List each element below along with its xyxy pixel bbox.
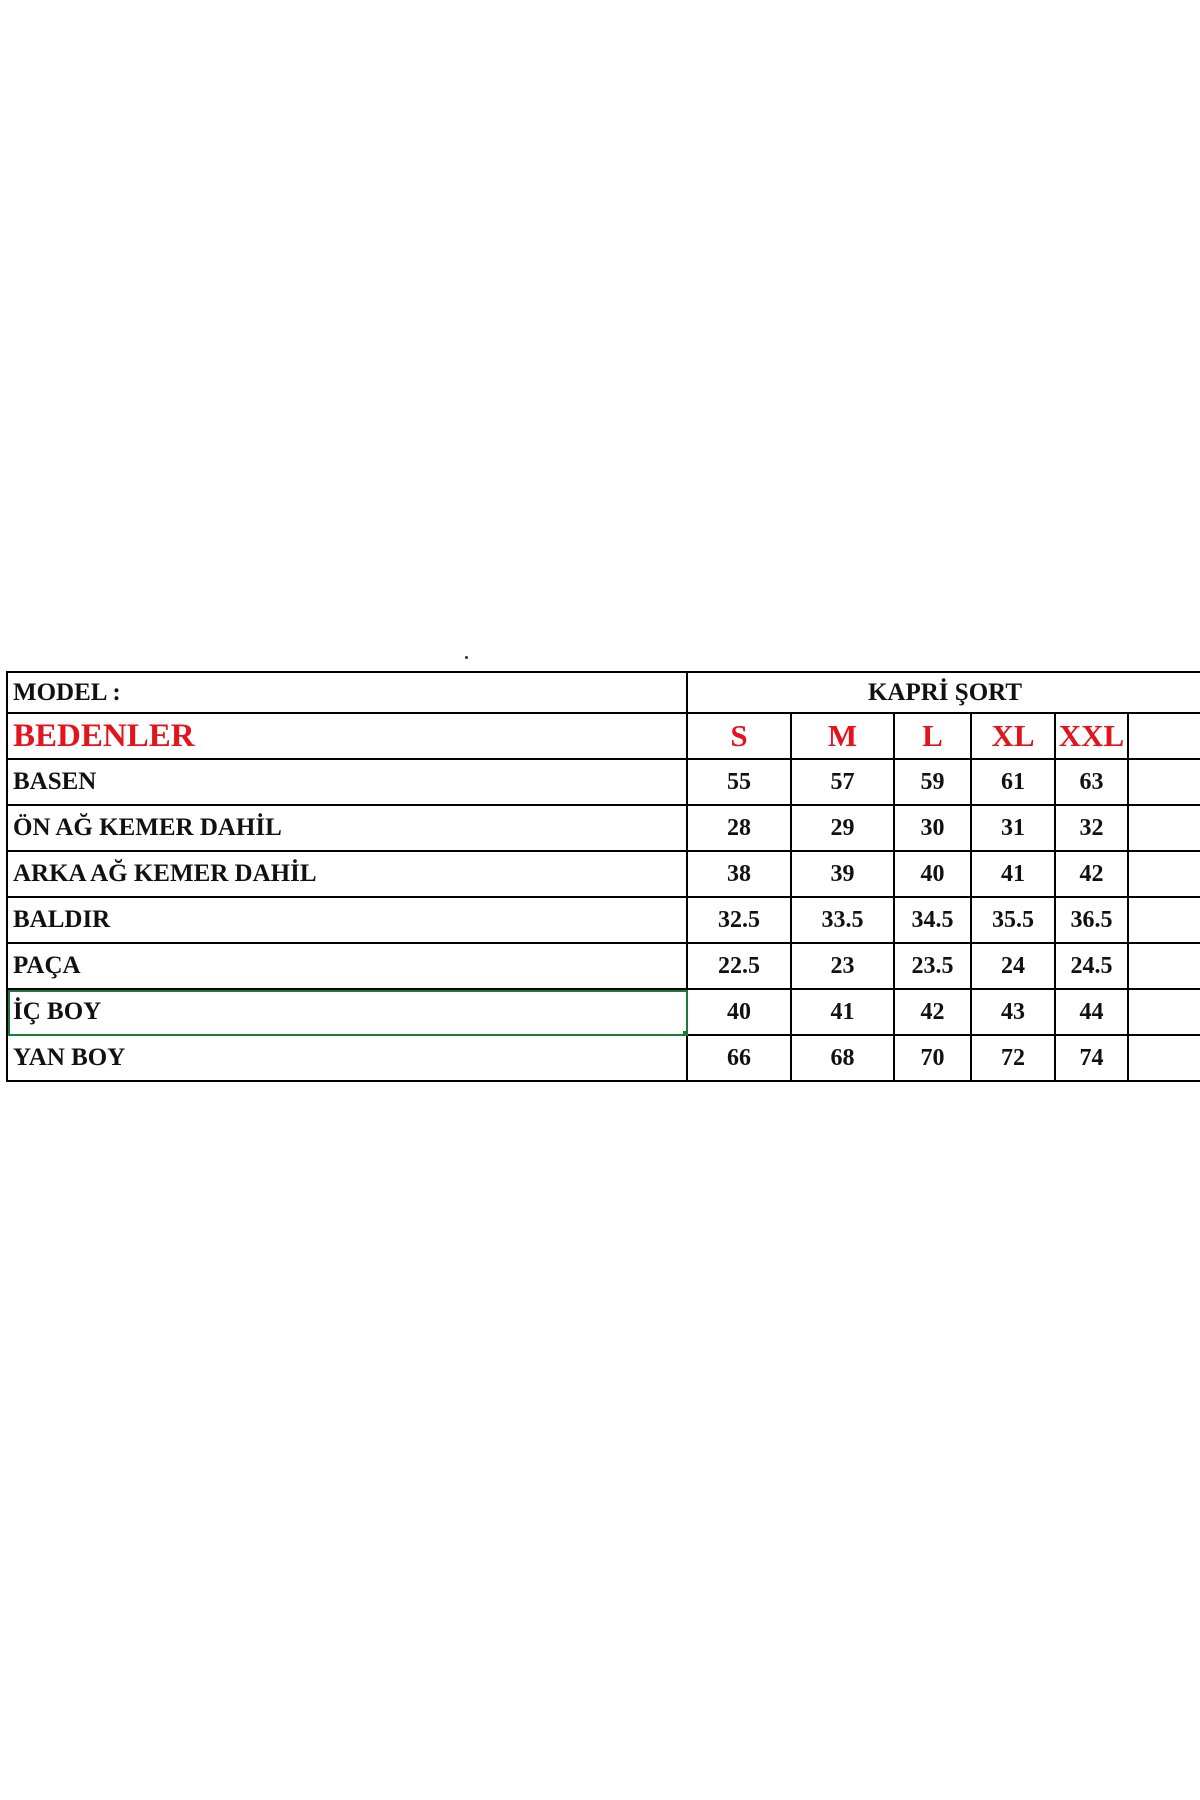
value-cell[interactable] [1056,760,1129,806]
value-cell[interactable] [688,852,792,898]
value-cell[interactable] [1056,852,1129,898]
value: 36.5 [1070,906,1113,933]
row-label: ARKA AĞ KEMER DAHİL [13,860,317,887]
value-cell[interactable] [895,898,972,944]
row-label: ÖN AĞ KEMER DAHİL [13,814,282,841]
value: 24 [1001,952,1025,979]
selection-fill-handle[interactable] [682,1030,688,1036]
size-header-m[interactable] [792,714,895,760]
value: 35.5 [992,906,1034,933]
value: 66 [727,1044,751,1071]
row-label-yan-boy[interactable] [8,1036,688,1082]
value-cell[interactable] [972,806,1056,852]
size-label: S [730,718,748,753]
value-cell[interactable] [895,760,972,806]
value-cell[interactable] [895,1036,972,1082]
sizes-label-cell[interactable] [8,714,688,760]
size-label: XXL [1058,718,1125,753]
value-cell[interactable] [688,898,792,944]
value-cell[interactable] [972,990,1056,1036]
value: 70 [920,1044,945,1071]
value-cell[interactable] [792,760,895,806]
value: 61 [1001,768,1025,795]
model-value-cell[interactable] [688,673,1200,714]
size-label: L [922,718,943,753]
value: 23 [830,952,855,979]
value: 43 [1001,998,1025,1025]
value: 32.5 [718,906,760,933]
value: 22.5 [718,952,760,979]
stray-dot [465,656,468,659]
size-label: M [827,718,858,753]
sizes-label: BEDENLER [13,717,195,754]
value: 39 [830,860,855,887]
value: 23.5 [911,952,954,979]
value-cell[interactable] [688,944,792,990]
row-label: BASEN [13,768,97,795]
value-cell[interactable] [972,1036,1056,1082]
value: 29 [830,814,855,841]
row-label-paca[interactable] [8,944,688,990]
value-cell[interactable] [792,852,895,898]
value-cell[interactable] [972,760,1056,806]
value-cell[interactable] [1056,806,1129,852]
value-cell[interactable] [688,1036,792,1082]
value-cell[interactable] [792,990,895,1036]
value: 44 [1079,998,1104,1025]
size-header-s[interactable] [688,714,792,760]
size-header-xl[interactable] [972,714,1056,760]
size-header-xxl[interactable] [1056,714,1129,760]
value: 74 [1079,1044,1104,1071]
value: 31 [1001,814,1025,841]
value: 63 [1079,768,1104,795]
value: 57 [830,768,855,795]
value-cell[interactable] [895,806,972,852]
row-label-baldir[interactable] [8,898,688,944]
empty-cell[interactable] [1129,898,1200,944]
value-cell[interactable] [972,944,1056,990]
empty-cell[interactable] [1129,806,1200,852]
value: 42 [1079,860,1104,887]
row-label: YAN BOY [13,1044,126,1071]
row-label-arka-ag[interactable] [8,852,688,898]
value-cell[interactable] [895,944,972,990]
size-header-l[interactable] [895,714,972,760]
model-value: KAPRİ ŞORT [867,678,1022,706]
value-cell[interactable] [972,898,1056,944]
model-label: MODEL : [13,678,121,706]
empty-cell[interactable] [1129,760,1200,806]
value-cell[interactable] [1056,1036,1129,1082]
model-label-cell[interactable] [8,673,688,714]
value: 40 [920,860,945,887]
value: 40 [727,998,751,1025]
value: 30 [920,814,945,841]
row-label-basen[interactable] [8,760,688,806]
row-label: PAÇA [13,952,81,979]
value-cell[interactable] [792,1036,895,1082]
empty-cell[interactable] [1129,852,1200,898]
value: 59 [920,768,945,795]
value-cell[interactable] [895,852,972,898]
value: 41 [830,998,855,1025]
value-cell[interactable] [1056,944,1129,990]
value-cell[interactable] [688,806,792,852]
row-label-ic-boy[interactable] [8,990,688,1036]
empty-cell[interactable] [1129,990,1200,1036]
value: 55 [727,768,751,795]
value-cell[interactable] [972,852,1056,898]
size-chart-table [6,671,1200,1082]
value: 32 [1079,814,1104,841]
value-cell[interactable] [688,990,792,1036]
value-cell[interactable] [1056,990,1129,1036]
value: 28 [727,814,751,841]
value: 24.5 [1070,952,1113,979]
value-cell[interactable] [895,990,972,1036]
row-label: İÇ BOY [13,998,102,1025]
value-cell[interactable] [792,898,895,944]
value-cell[interactable] [792,806,895,852]
value-cell[interactable] [688,760,792,806]
value: 33.5 [821,906,864,933]
value-cell[interactable] [792,944,895,990]
value: 72 [1001,1044,1025,1071]
size-label: XL [991,718,1035,753]
empty-cell[interactable] [1129,944,1200,990]
value: 68 [830,1044,855,1071]
value: 34.5 [911,906,954,933]
value: 38 [727,860,751,887]
empty-cell[interactable] [1129,1036,1200,1082]
value: 41 [1001,860,1025,887]
row-label-on-ag[interactable] [8,806,688,852]
empty-cell[interactable] [1129,714,1200,760]
value: 42 [920,998,945,1025]
value-cell[interactable] [1056,898,1129,944]
row-label: BALDIR [13,906,111,933]
